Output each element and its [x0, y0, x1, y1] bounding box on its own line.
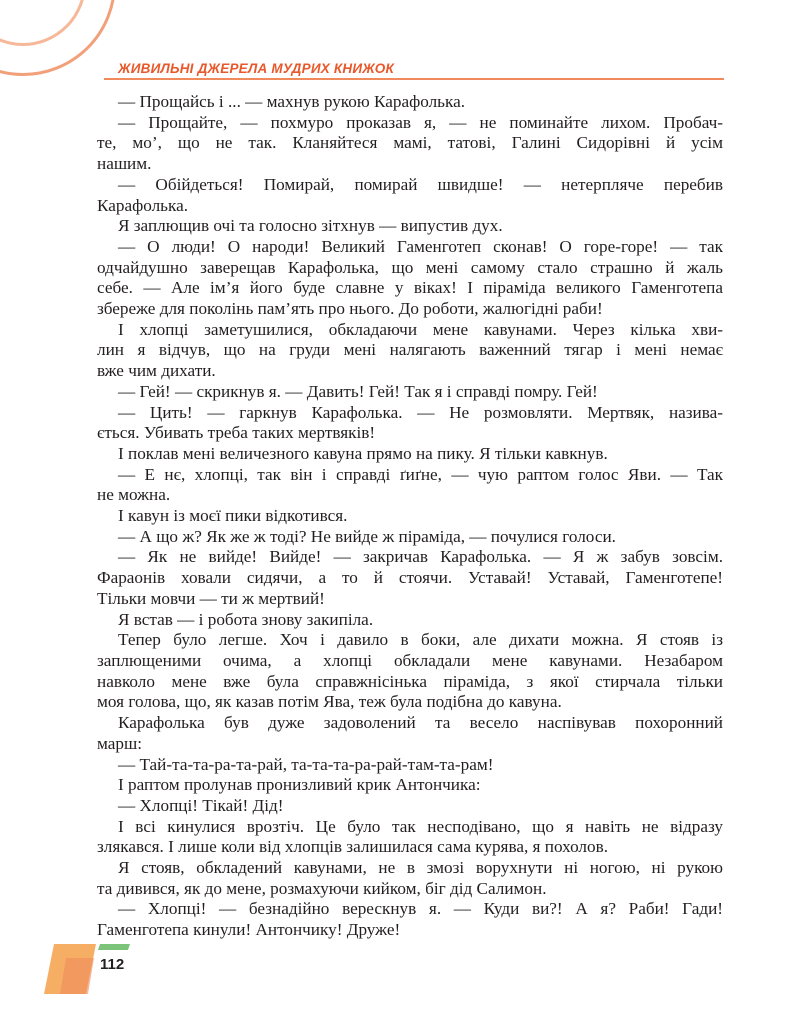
page-number: 112 [100, 956, 125, 973]
text-line: — Прощайсь і ... — махнув рукою Карафолька. [118, 92, 466, 111]
text-line: — Е нє, хлопці, так він і справді ґиґне, — чую раптом голос Яви. — Так [118, 464, 723, 484]
text-line: Я заплющив очі та голосно зітхнув — випустив дух. [118, 216, 503, 236]
text-line: — Гей! — скрикнув я. — Давить! Гей! Так я і справді помру. Гей! [118, 381, 598, 401]
text-line: — Обійдеться! Помирай, помирай швидше! — нетерпляче перебив [118, 174, 723, 194]
text-line: — Хлопці! — безнадійно верескнув я. — Куди ви?! А я? Раби! Гади! [118, 899, 723, 919]
text-line: Карафолька був дуже задоволений та весело наспівував похоронний [118, 713, 723, 733]
text-line: марш: [97, 733, 142, 753]
section-title: ЖИВИЛЬНІ ДЖЕРЕЛА МУДРИХ КНИЖОК [118, 61, 394, 76]
text-line: та дивився, як до мене, розмахуючи кийком, біг дід Салимон. [97, 878, 547, 898]
text-line: себе. — Але ім’я його буде славне у віках! І піраміда великого Гаменготепа [97, 278, 723, 298]
text-line: — А що ж? Як же ж тоді? Не вийде ж піраміда, — почулися голоси. [118, 526, 616, 546]
green-tab-shape [98, 944, 130, 950]
text-line: заплющеними очима, а хлопці обкладали мене кавунами. Незабаром [97, 650, 723, 670]
text-line: — О люди! О народи! Великий Гаменготеп сконав! О горе-горе! — так [118, 236, 723, 256]
text-line: — Як не вийде! Вийде! — закричав Карафолька. — Я ж забув зовсім. [118, 547, 723, 567]
text-line: моя голова, що, як казав потім Ява, теж була подібна до кавуна. [97, 692, 562, 712]
text-line: Я стояв, обкладений кавунами, не в змозі ворухнути ні ногою, ні рукою [118, 858, 723, 878]
text-line: І всі кинулися врозтіч. Це було так несподівано, що я навіть не відразу [118, 816, 723, 836]
text-line: лин я відчув, що на груди мені налягають важенний тягар і мені немає [97, 340, 723, 360]
text-line: Гаменготепа кинули! Антончику! Друже! [97, 920, 401, 940]
text-line: — Прощайте, — похмуро проказав я, — не поминайте лихом. Пробач- [118, 112, 723, 132]
text-line: злякався. І лише коли від хлопців залишилася сама курява, я похолов. [97, 837, 609, 857]
text-line: Тільки мовчи — ти ж мертвий! [97, 588, 325, 608]
header-divider [104, 78, 724, 80]
text-line: те, мо’, що не так. Кланяйтеся мамі, татові, Галині Сидорівні й усім [97, 133, 723, 153]
text-line: збереже для поколінь пам’ять про нього. До роботи, жалюгідні раби! [97, 299, 603, 319]
story-text [97, 92, 723, 941]
text-line: нашим. [97, 154, 152, 174]
text-line: вже чим дихати. [97, 361, 216, 381]
text-line: Я встав — і робота знову закипіла. [118, 609, 374, 629]
text-line: І поклав мені величезного кавуна прямо на пику. Я тільки кавкнув. [118, 443, 608, 463]
text-line: І раптом пролунав пронизливий крик Антончика: [118, 775, 481, 795]
text-line: І кавун із моєї пики відкотився. [118, 506, 348, 526]
text-line: навколо мене вже була справжнісінька піраміда, з якої стирчала тільки [97, 671, 723, 691]
text-line: — Хлопці! Тікай! Дід! [118, 795, 284, 815]
text-line: Карафолька. [97, 195, 189, 215]
text-line: одчайдушно заверещав Карафолька, що мені самому стало страшно й жаль [97, 257, 723, 277]
text-line: Тепер було легше. Хоч і давило в боки, але дихати можна. Я стояв із [118, 630, 723, 650]
text-line: — Цить! — гаркнув Карафолька. — Не розмовляти. Мертвяк, назива- [118, 402, 723, 422]
orange-shadow-shape [60, 958, 94, 994]
text-line: Фараонів ховали сидячи, а то й стоячи. Уставай! Уставай, Гаменготепе! [97, 568, 723, 588]
text-line: — Тай-та-та-ра-та-рай, та-та-та-ра-рай-там-та-рам! [118, 754, 494, 774]
text-line: ється. Убивать треба таких мертвяків! [97, 423, 376, 443]
text-line: І хлопці заметушилися, обкладаючи мене кавунами. Через кілька хви- [118, 319, 723, 339]
text-line: не можна. [97, 485, 171, 505]
